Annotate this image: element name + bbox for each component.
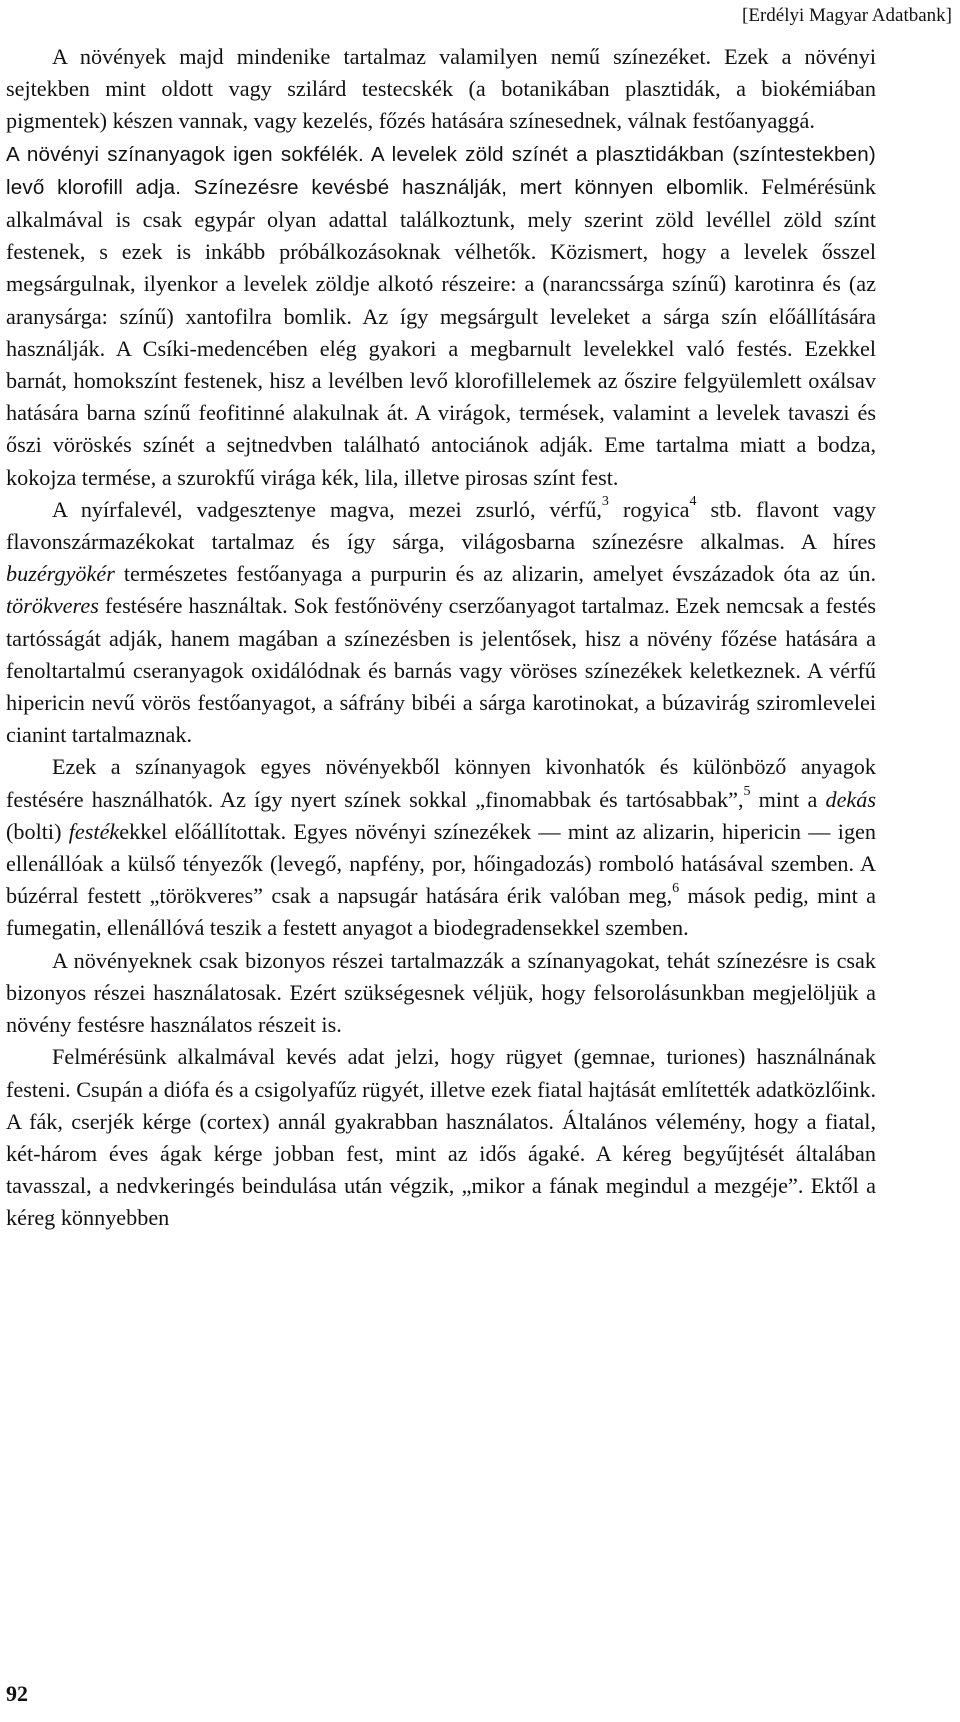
paragraph-3: A nyírfalevél, vadgesztenye magva, mezei zsurló, vérfű,$^3$ rogyica$^4$ stb. flavont vagy flavonszármazékokat tartalmaz és így sárga, világosbarna színezésre alkalmas. A híres buzérgyökér természetes festőanyaga a purpurin és az alizarin, amelyet évszázadok óta az ún. törökveres festésére használtak. Sok festőnövény cserzőanyagot tartalmaz. Ezek nemcsak a festés tartósságát adják, hanem magában a színezésben is jelentősek, hisz a növény főzése hatására a fenoltartalmú cseranyagok oxidálódnak és barnás vagy vöröses színezékek keletkeznek. A vérfű hipericin nevű vörös festőanyagot, a sáfrány bibéi a sárga karotinokat, a búzavirág sziromlevelei cianint tartalmaznak. bbox=[6, 494, 876, 748]
paragraph-1: A növények majd mindenike tartalmaz valamilyen nemű színezéket. Ezek a növényi sejtekben mint oldott vagy szilárd testecskék (a botanikában plasztidák, a biokémiában pigmentek) készen vannak, vagy kezelés, főzés hatására színesednek, válnak festőanyaggá. bbox=[6, 44, 876, 134]
paragraph-6: Felmérésünk alkalmával kevés adat jelzi, hogy rügyet (gemnae, turiones) használnának festeni. Csupán a diófa és a csigolyafűz rügyét, illetve ezek fiatal hajtását említették adatközlőink. A fák, cserjék kérge (cortex) annál gyakrabban használatos. Általános vélemény, hogy a fiatal, két-három éves ágak kérge jobban fest, mint az idős ágaké. A kéreg begyűjtését általában tavasszal, a nedvkeringés beindulása után végzik, „mikor a fának megindul a mezgéje”. Ektől a kéreg könnyebben bbox=[6, 1044, 876, 1231]
paragraph-5: A növényeknek csak bizonyos részei tartalmazzák a színanyagokat, tehát színezésre is csak bizonyos részei használatosak. Ezért szükségesnek véljük, hogy felsorolásunkban megjelöljük a növény festésre használatos részeit is. bbox=[6, 947, 876, 1038]
page-number: 92 bbox=[6, 1681, 28, 1706]
source-header: [Erdélyi Magyar Adatbank] bbox=[742, 5, 952, 26]
sans-sentence-block: A növényi színanyagok igen sokfélék. A levelek zöld színét a plasztidákban (színtestekben) levő klorofill adja. Színezésre kevésbé használják, mert könnyen elbomlik. bbox=[6, 142, 876, 199]
body-text bbox=[6, 41, 876, 1235]
italic-term: dekás bbox=[825, 786, 877, 812]
paragraph-4: Ezek a színanyagok egyes növényekből könnyen kivonhatók és különböző anyagok festésére használhatók. Az így nyert színek sokkal „finomabbak és tartósabbak”,$^5$ mint a dekás (bolti) festékekkel előállítottak. Egyes növényi színezékek — mint az alizarin, hipericin — igen ellenállóak a külső tényezők (levegő, napfény, por, hőingadozás) romboló hatásával szemben. A búzérral festett „törökveres” csak a napsugár hatására érik valóban meg,$^6$ mások pedig, mint a fumegatin, ellenállóvá teszik a festett anyagot a biodegradensekkel szemben. bbox=[6, 754, 877, 941]
italic-term: törökveres bbox=[6, 593, 99, 619]
footnote-ref-4[interactable]: 4 bbox=[689, 494, 697, 510]
italic-term: festék bbox=[68, 818, 120, 844]
paragraph-2: A növényi színanyagok igen sokfélék. A levelek zöld színét a plasztidákban (színtestekben) levő klorofill adja. Színezésre kevésbé használják, mert könnyen elbomlik. Felmérésünk alkalmával is csak egypár olyan adattal találkoztunk, mely szerint zöld levéllel zöld színt festenek, s ezek is inkább próbálkozásoknak vélhetők. Közismert, hogy a levelek ősszel megsárgulnak, ilyenkor a levelek zöldje alkotó részeire: a (narancssárga színű) karotinra és (az aranysárga: színű) xantofilra bomlik. Az így megsárgult leveleket a sárga szín előállítására használják. A Csíki-medencében elég gyakori a megbarnult levelekkel való festés. Ezekkel barnát, homokszínt festenek, hisz a levélben levő klorofillelemek az őszire felgyülemlett oxálsav hatására barna színű feofitinné alakulnak át. A virágok, termések, valamint a levelek tavaszi és őszi vöröskés színét a sejtnedvben található antociánok adják. Eme tartalma miatt a bodza, kokojza termése, a szurokfű virága kék, lila, illetve pirosas színt fest. bbox=[6, 142, 876, 490]
footnote-ref-5[interactable]: 5 bbox=[743, 784, 751, 800]
italic-term: buzérgyökér bbox=[6, 561, 115, 587]
footnote-ref-6[interactable]: 6 bbox=[672, 880, 680, 896]
footnote-ref-3[interactable]: 3 bbox=[601, 494, 609, 510]
